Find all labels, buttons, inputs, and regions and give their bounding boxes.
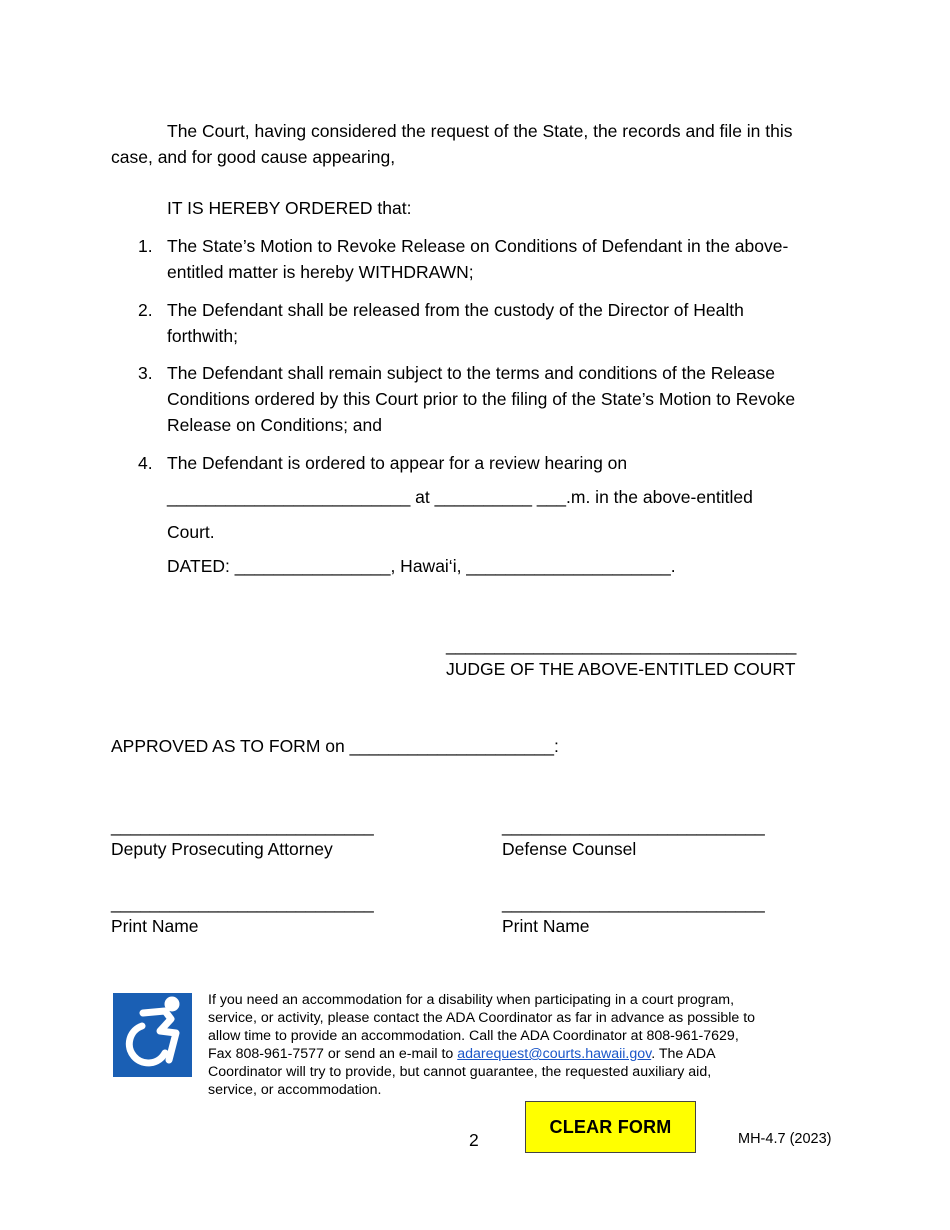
item-1-number: 1. (138, 236, 153, 256)
defense-print-name-label: Print Name (502, 916, 590, 936)
ada-line-4 (208, 1045, 716, 1063)
ada-line-3: allow time to provide an accommodation. Call the ADA Coordinator at 808-961-7629, (208, 1028, 739, 1044)
judge-title: JUDGE OF THE ABOVE-ENTITLED COURT (446, 659, 796, 679)
court-word: Court. (167, 522, 215, 542)
item-1-line-2: entitled matter is hereby WITHDRAWN; (167, 262, 474, 282)
intro-line-2: case, and for good cause appearing, (111, 147, 396, 167)
ada-line-5: Coordinator will try to provide, but cannot guarantee, the requested auxiliary aid, (208, 1064, 712, 1080)
prosecutor-title: Deputy Prosecuting Attorney (111, 839, 333, 859)
page-number: 2 (469, 1130, 479, 1150)
ada-line-4-suffix: . The ADA (651, 1046, 716, 1062)
item-1-line-1: The State’s Motion to Revoke Release on Conditions of Defendant in the above- (167, 236, 789, 256)
item-4-line-1: The Defendant is ordered to appear for a review hearing on (167, 453, 628, 473)
item-3-line-1: The Defendant shall remain subject to the terms and conditions of the Release (167, 363, 775, 383)
defense-title: Defense Counsel (502, 839, 637, 859)
clear-form-button[interactable]: CLEAR FORM (525, 1101, 696, 1153)
dated-line[interactable]: DATED: ________________, Hawai‘i, _____________________. (167, 556, 676, 576)
item-2-number: 2. (138, 300, 153, 320)
item-2-line-1: The Defendant shall be released from the custody of the Director of Health (167, 300, 744, 320)
prosecutor-print-name-line[interactable]: ___________________________ (111, 893, 374, 913)
judge-signature-line[interactable]: ____________________________________ (446, 635, 797, 655)
intro-line-1: The Court, having considered the request of the State, the records and file in this (167, 121, 793, 141)
ada-email-link[interactable]: adarequest@courts.hawaii.gov (457, 1046, 652, 1062)
item-3-line-3: Release on Conditions; and (167, 415, 383, 435)
prosecutor-signature-line[interactable]: ___________________________ (111, 816, 374, 836)
ada-line-1: If you need an accommodation for a disability when participating in a court program, (208, 992, 735, 1008)
defense-print-name-line[interactable]: ___________________________ (502, 893, 765, 913)
defense-signature-line[interactable]: ___________________________ (502, 816, 765, 836)
ada-line-2: service, or activity, please contact the ADA Coordinator as far in advance as possible to (208, 1010, 756, 1026)
item-2-line-2: forthwith; (167, 326, 238, 346)
form-id: MH-4.7 (2023) (738, 1131, 832, 1147)
item-3-number: 3. (138, 363, 153, 383)
accessibility-icon (113, 993, 192, 1077)
hearing-date-time-line[interactable]: _________________________ at __________ ___.m. in the above-entitled (167, 487, 753, 507)
prosecutor-print-name-label: Print Name (111, 916, 199, 936)
ada-line-6: service, or accommodation. (208, 1082, 382, 1098)
item-4-number: 4. (138, 453, 153, 473)
approved-as-to-form-line[interactable]: APPROVED AS TO FORM on _____________________: (111, 736, 559, 756)
item-3-line-2: Conditions ordered by this Court prior to the filing of the State’s Motion to Revoke (167, 389, 796, 409)
ordered-heading: IT IS HEREBY ORDERED that: (167, 198, 412, 218)
ada-line-4-prefix: Fax 808-961-7577 or send an e-mail to (208, 1046, 458, 1062)
